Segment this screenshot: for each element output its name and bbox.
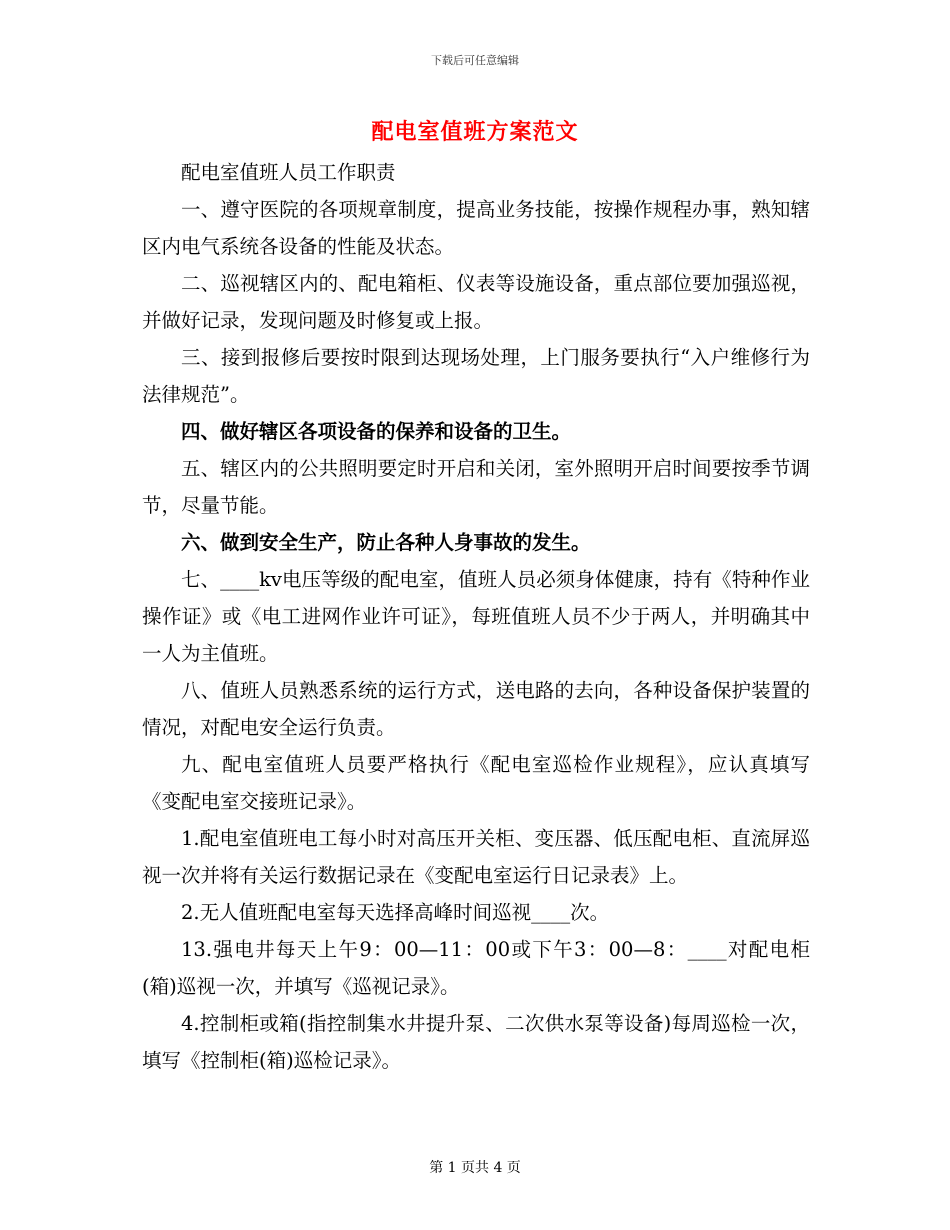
paragraph: 七、____kv电压等级的配电室，值班人员必须身体健康，持有《特种作业操作证》或《电工进网作业许可证》，每班值班人员不少于两人，并明确其中一人为主值班。 (142, 568, 810, 665)
paragraph: 八、值班人员熟悉系统的运行方式，送电路的去向，各种设备保护装置的情况，对配电安全运行负责。 (142, 679, 810, 739)
paragraph: 五、辖区内的公共照明要定时开启和关闭，室外照明开启时间要按季节调节，尽量节能。 (142, 457, 810, 517)
paragraph: 三、接到报修后要按时限到达现场处理，上门服务要执行“入户维修行为法律规范”。 (142, 346, 810, 406)
section-subtitle: 配电室值班人员工作职责 (181, 161, 396, 184)
list-item: 4.控制柜或箱(指控制集水井提升泵、二次供水泵等设备)每周巡检一次，填写《控制柜(箱)巡检记录》。 (142, 1012, 810, 1072)
list-item: 2.无人值班配电室每天选择高峰时间巡视____次。 (181, 901, 610, 924)
list-item: 13.强电井每天上午9：00—11：00或下午3：00—8：____对配电柜(箱)巡视一次，并填写《巡视记录》。 (142, 938, 810, 998)
paragraph-bold: 四、做好辖区各项设备的保养和设备的卫生。 (181, 420, 572, 443)
paragraph: 九、配电室值班人员要严格执行《配电室巡检作业规程》，应认真填写《变配电室交接班记录》。 (142, 753, 810, 813)
document-title: 配电室值班方案范文 (371, 119, 579, 145)
paragraph-bold: 六、做到安全生产，防止各种人身事故的发生。 (181, 531, 591, 554)
paragraph: 一、遵守医院的各项规章制度，提高业务技能，按操作规程办事，熟知辖区内电气系统各设备的性能及状态。 (142, 198, 810, 258)
page-header-note: 下载后可任意编辑 (431, 54, 519, 67)
page-number: 第 1 页共 4 页 (429, 1160, 521, 1176)
paragraph: 二、巡视辖区内的、配电箱柜、仪表等设施设备，重点部位要加强巡视，并做好记录，发现问题及时修复或上报。 (142, 272, 810, 332)
list-item: 1.配电室值班电工每小时对高压开关柜、变压器、低压配电柜、直流屏巡视一次并将有关运行数据记录在《变配电室运行日记录表》上。 (142, 827, 810, 887)
document-body (142, 154, 810, 1079)
